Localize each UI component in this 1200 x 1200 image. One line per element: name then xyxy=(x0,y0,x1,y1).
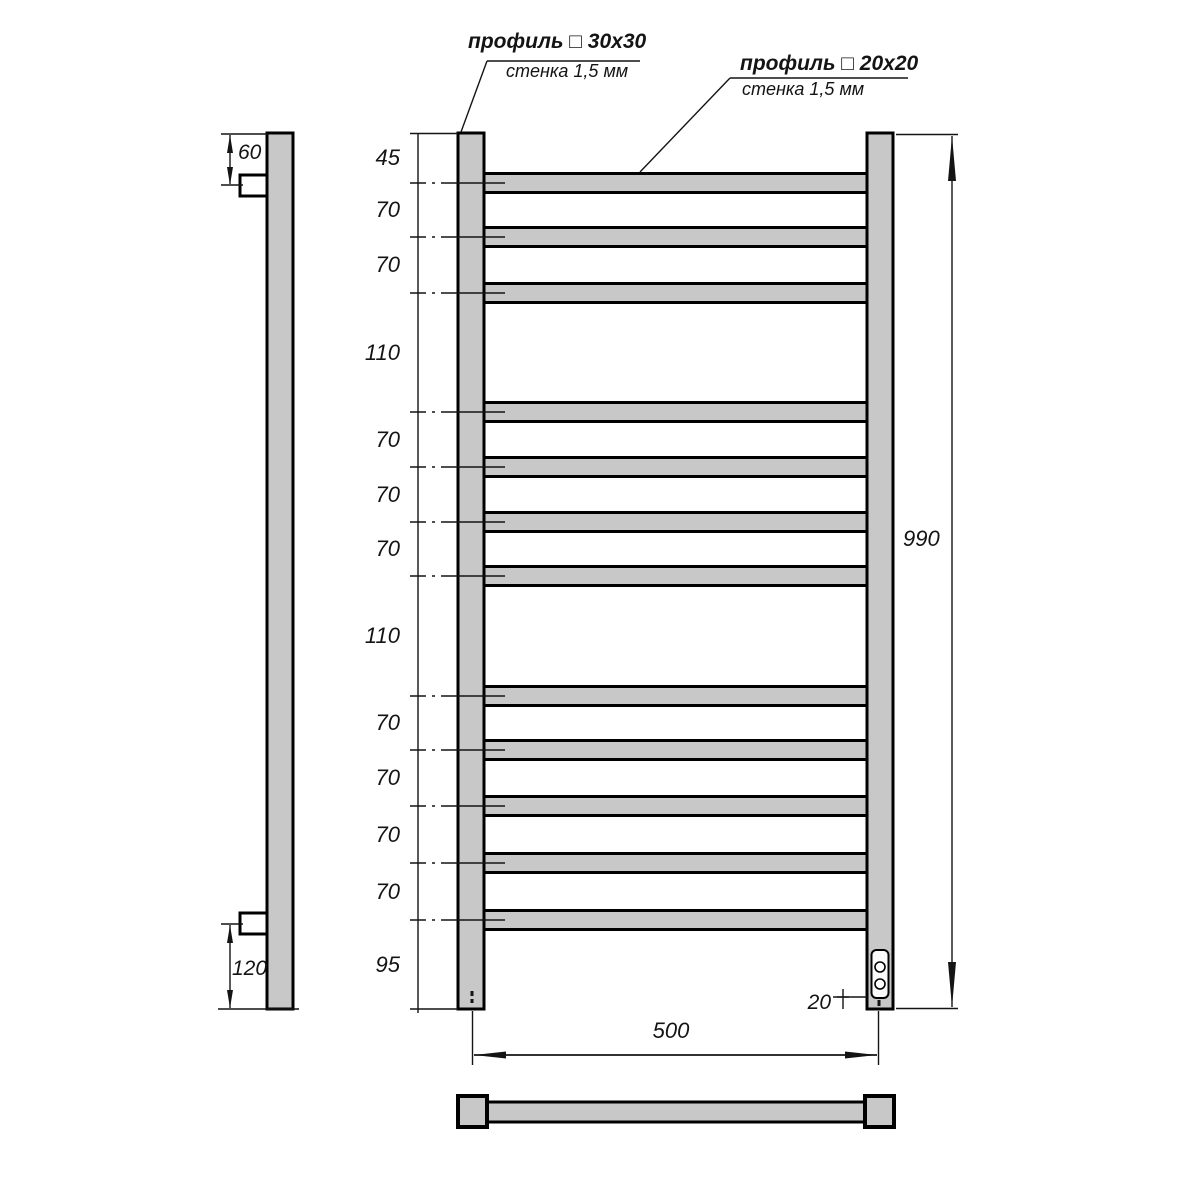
rung-span-label: 500 xyxy=(652,1018,690,1043)
rung xyxy=(466,911,887,930)
control-panel xyxy=(872,950,889,998)
top-wall-bracket xyxy=(240,175,269,196)
rung xyxy=(466,228,887,247)
rung xyxy=(466,741,887,760)
rung xyxy=(466,174,887,193)
bottom-view xyxy=(458,1096,894,1127)
rung xyxy=(466,403,887,422)
control-button-top xyxy=(875,962,885,972)
bottom-view-left-post xyxy=(458,1096,487,1127)
bottom-rung-offset-label: 20 xyxy=(807,991,831,1014)
bottom-offset-dimension xyxy=(833,989,867,1009)
spacing-dim-label: 110 xyxy=(364,339,400,365)
spacing-dim-label: 70 xyxy=(375,710,400,735)
right-post xyxy=(867,133,893,1009)
spacing-dim-label: 110 xyxy=(364,623,400,648)
bottom-view-rung xyxy=(487,1102,867,1122)
post-profile-wall-note: стенка 1,5 мм xyxy=(506,61,629,81)
bottom-wall-bracket xyxy=(240,913,269,934)
spacing-dim-label: 70 xyxy=(375,197,400,222)
rung xyxy=(466,567,887,586)
post-profile-annotation: профиль □ 30x30 xyxy=(468,30,647,53)
spacing-dim-label: 95 xyxy=(375,951,400,977)
spacing-dim-label: 70 xyxy=(375,252,400,277)
height-dimension xyxy=(896,135,958,1009)
rung-profile-annotation: профиль □ 20x20 xyxy=(740,52,919,75)
rungs xyxy=(466,174,887,930)
bottom-bracket-offset-label: 120 xyxy=(232,957,268,980)
side-view xyxy=(240,133,293,1009)
spacing-dim-label: 70 xyxy=(375,536,400,561)
spacing-dim-label: 70 xyxy=(375,481,400,507)
front-view xyxy=(452,133,893,1009)
rung xyxy=(466,687,887,706)
total-height-label: 990 xyxy=(903,526,940,551)
spacing-dim-label: 45 xyxy=(375,145,400,170)
rung xyxy=(466,284,887,303)
spacing-chain xyxy=(410,133,458,1013)
rung xyxy=(466,797,887,816)
control-button-bottom xyxy=(875,979,885,989)
rung-profile-wall-note: стенка 1,5 мм xyxy=(742,79,865,99)
spacing-dim-label: 70 xyxy=(375,426,400,452)
rung xyxy=(466,513,887,532)
spacing-dim-label: 70 xyxy=(375,821,400,847)
spacing-dim-label: 70 xyxy=(375,765,400,790)
rung xyxy=(466,458,887,477)
side-view-post xyxy=(267,133,293,1009)
left-post xyxy=(458,133,484,1009)
bottom-view-right-post xyxy=(865,1096,894,1127)
rung xyxy=(466,854,887,873)
top-bracket-offset-label: 60 xyxy=(238,141,262,164)
spacing-dim-label: 70 xyxy=(375,878,400,904)
